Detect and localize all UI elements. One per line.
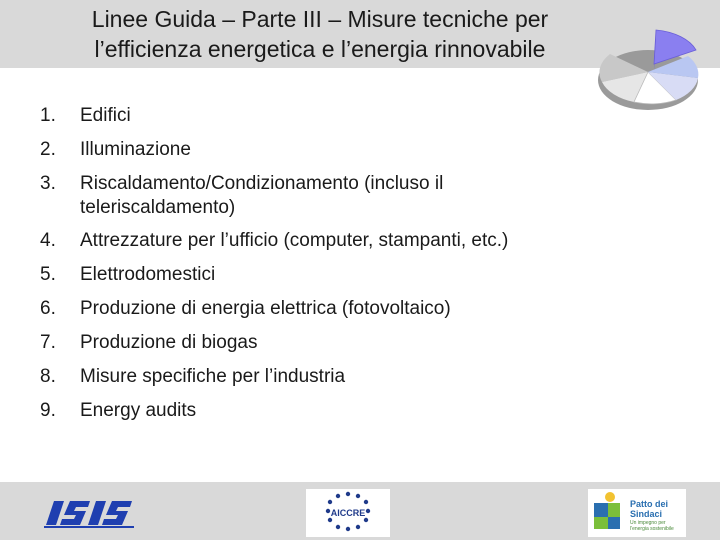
patto-logo-text: Patto dei Sindaci — [630, 499, 669, 519]
patto-logo-subtext: Un impegno per l'energia sostenibile — [630, 520, 674, 532]
list-item — [40, 365, 640, 389]
list-item — [40, 104, 640, 128]
list-item-number: 6. — [40, 298, 56, 319]
list-item-text: Energy audits — [80, 400, 197, 421]
list-item-number: 2. — [40, 139, 56, 160]
list-item — [40, 172, 530, 220]
slide-title-line-1: Linee Guida – Parte III – Misure tecniche per — [91, 6, 549, 32]
patto-emblem-icon — [588, 489, 628, 537]
list-item — [40, 399, 640, 423]
list-item-number: 7. — [40, 332, 56, 353]
list-item-number: 1. — [40, 105, 56, 126]
list-item — [40, 138, 640, 162]
measures-list — [40, 104, 640, 433]
slide-title-line-2: l’efficienza energetica e l’energia rinnovabile — [94, 36, 546, 62]
list-item-text: Produzione di biogas — [80, 332, 258, 353]
aiccre-logo — [306, 489, 390, 537]
list-item — [40, 297, 640, 321]
list-item-text: Elettrodomestici — [80, 264, 216, 285]
list-item-number: 9. — [40, 400, 56, 421]
slide-title — [40, 4, 600, 64]
patto-dei-sindaci-logo — [588, 489, 686, 537]
list-item-text: Attrezzature per l’ufficio (computer, stampanti, etc.) — [80, 230, 509, 251]
list-item-number: 4. — [40, 230, 56, 251]
list-item-text: Illuminazione — [80, 139, 191, 160]
list-item-text: Edifici — [80, 105, 131, 126]
list-item-text: Riscaldamento/Condizionamento (incluso il teleriscaldamento) — [80, 173, 444, 218]
list-item — [40, 263, 640, 287]
list-item — [40, 229, 640, 253]
list-item-text: Misure specifiche per l’industria — [80, 366, 346, 387]
list-item-number: 3. — [40, 173, 56, 194]
list-item-text: Produzione di energia elettrica (fotovoltaico) — [80, 298, 451, 319]
list-item-number: 8. — [40, 366, 56, 387]
aiccre-logo-text: AICCRE — [330, 508, 366, 518]
isis-logo — [44, 497, 136, 529]
list-item — [40, 331, 640, 355]
list-item-number: 5. — [40, 264, 56, 285]
